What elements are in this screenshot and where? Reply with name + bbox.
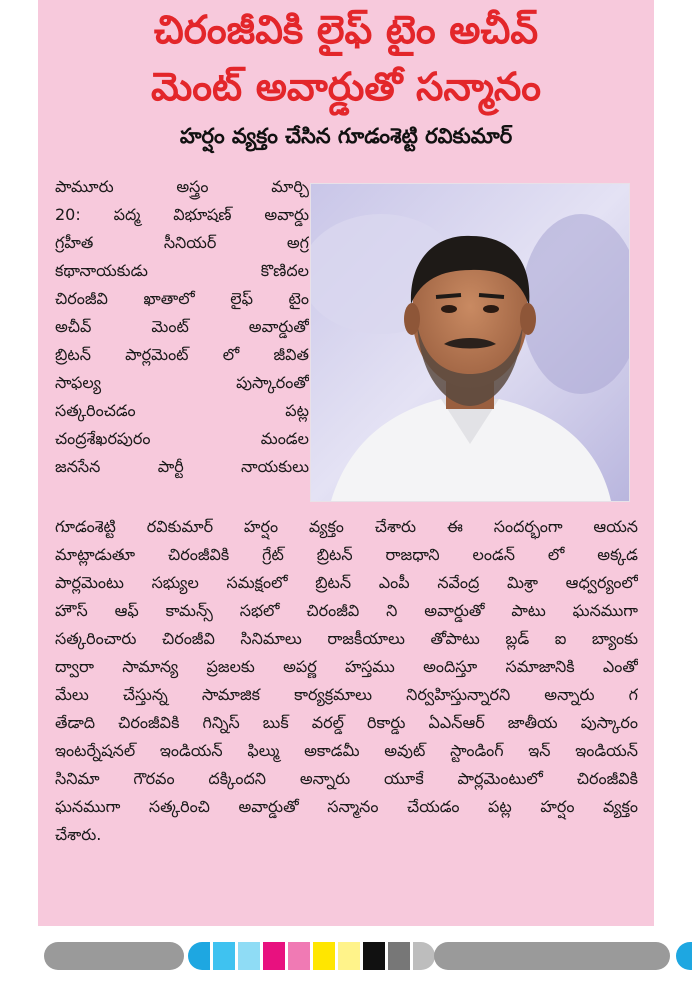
color-swatch [338, 942, 360, 970]
body-text-line: మాట్లాడుతూ చిరంజీవికి గ్రేట్ బ్రిటన్ రాజధాని లండన్ లో అక్కడ [55, 545, 638, 564]
color-swatch [413, 942, 435, 970]
column-text-line: అచీవ్ మెంట్ అవార్డుతో [55, 317, 309, 336]
headline-line-2: మెంట్ అవార్డుతో సన్మానం [150, 65, 541, 110]
registration-bar-left [44, 942, 184, 970]
color-swatch [238, 942, 260, 970]
column-text-line: సత్కరించడం పట్ల [55, 401, 309, 420]
body-text-line: ద్వారా సామాన్య ప్రజలకు అపర్ణ హస్తము అందిస్తూ సమాజానికి ఎంతో [55, 657, 638, 676]
portrait-photo [310, 183, 630, 502]
body-text-line: పార్లమెంటు సభ్యుల సమక్షంలో బ్రిటన్ ఎంపీ నవేంద్ర మిశ్రా ఆధ్వర్యంలో [55, 573, 638, 592]
subheadline: హర్షం వ్యక్తం చేసిన గూడంశెట్టి రవికుమార్ [179, 124, 513, 148]
color-swatch [288, 942, 310, 970]
column-text-line: చిరంజీవి ఖాతాలో లైఫ్ టైం [55, 289, 309, 308]
color-swatch [188, 942, 210, 970]
full-width-text [55, 513, 638, 849]
body-text-line: తేడాది చిరంజీవికి గిన్నిస్ బుక్ వరల్డ్ రికార్డు ఏఎన్ఆర్ జాతీయ పుస్కారం [55, 713, 638, 732]
column-text-line: చంద్రశేఖరపురం మండల [55, 429, 309, 448]
column-text-line: జనసేన పార్టీ నాయకులు [55, 457, 309, 476]
column-text-line: కథానాయకుడు కొణిదల [55, 261, 309, 280]
body-text-line: ఘనముగా సత్కరించి అవార్డుతో సన్మానం చేయడం పట్ల హర్షం వ్యక్తం [55, 797, 638, 816]
column-text-line: సాఫల్య పుస్కారంతో [55, 373, 309, 392]
column-text-line: 20: పద్మ విభూషణ్ అవార్డు [55, 205, 309, 224]
color-swatch [388, 942, 410, 970]
body-text-line: ఇంటర్నేషనల్ ఇండియన్ ఫిల్ము అకాడమీ అవుట్ స్టాండింగ్ ఇన్ ఇండియన్ [55, 741, 638, 760]
registration-bar-right [434, 942, 670, 970]
body-text-line: సత్కరించారు చిరంజీవి సినిమాలు రాజకీయాలు తోపాటు బ్లడ్ ఐ బ్యాంకు [55, 629, 638, 648]
body-text-line: మేలు చేస్తున్న సామాజిక కార్యక్రమాలు నిర్వహిస్తున్నారని అన్నారు గ [55, 685, 638, 704]
body-text-line: చేశారు. [55, 825, 102, 844]
body-text-line: గూడంశెట్టి రవికుమార్ హర్షం వ్యక్తం చేశారు ఈ సందర్భంగా ఆయన [55, 517, 638, 536]
color-swatch [313, 942, 335, 970]
color-swatch-strip [188, 942, 435, 970]
body-text-line: సినిమా గౌరవం దక్కిందని అన్నారు యూకే పార్లమెంటులో చిరంజీవికి [55, 769, 638, 788]
narrow-column-text [55, 173, 309, 481]
column-text-line: పామూరు అస్త్రం మార్చి [55, 177, 309, 196]
registration-bar-edge [676, 942, 692, 970]
column-text-line: గ్రహీత సీనియర్ అగ్ర [55, 233, 309, 252]
color-swatch [213, 942, 235, 970]
color-swatch [263, 942, 285, 970]
column-text-line: బ్రిటన్ పార్లమెంట్ లో జీవిత [55, 345, 309, 364]
body-text-line: హౌస్ ఆఫ్ కామన్స్ సభలో చిరంజీవి ని అవార్డుతో పాటు ఘనముగా [55, 601, 638, 620]
person-portrait-icon [311, 184, 629, 501]
article-panel [38, 0, 654, 926]
headline-line-1: చిరంజీవికి లైఫ్ టైం అచీవ్ [153, 8, 539, 53]
color-swatch [363, 942, 385, 970]
